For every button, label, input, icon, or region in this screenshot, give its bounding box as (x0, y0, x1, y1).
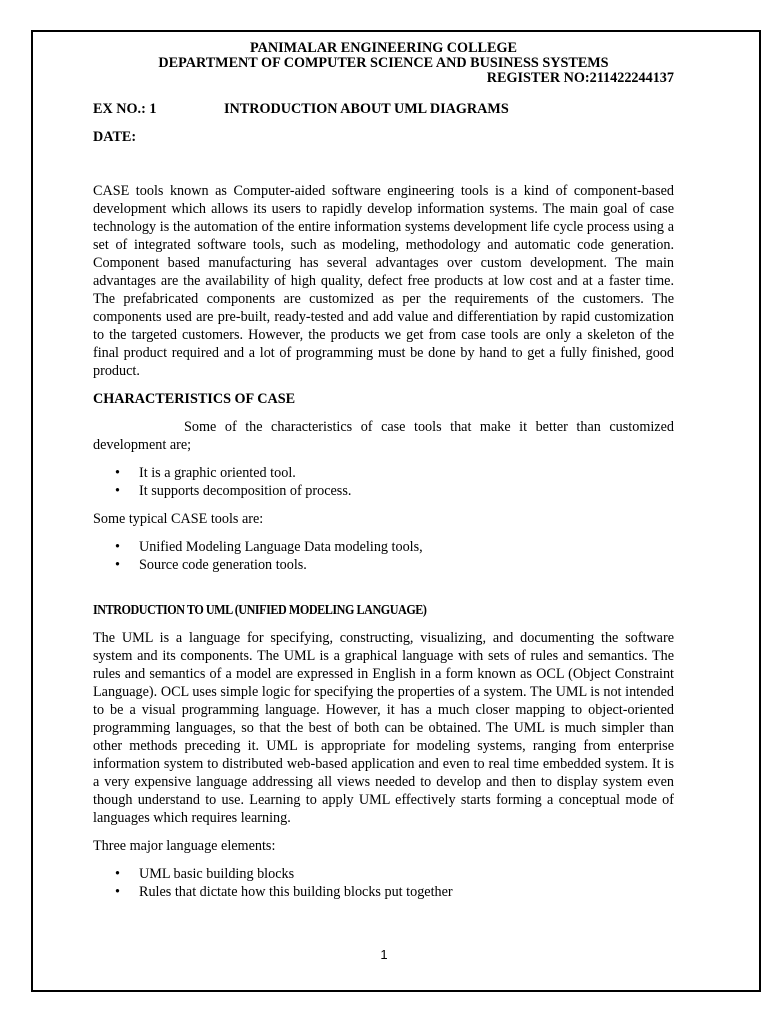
bullet-icon: • (115, 866, 120, 882)
list-item (115, 464, 674, 482)
list-item (115, 538, 674, 556)
bullet-icon: • (115, 539, 120, 555)
uml-paragraph: The UML is a language for specifying, constructing, visualizing, and documenting the software system and its components. The UML is a graphical language with sets of rules and semantics. The rules and semantics of a model are expressed in English in a form known as OCL (Object Constraint Language). OCL uses simple logic for specifying the properties of a system. The UML is not intended to be a visual programming language. However, it has a much closer mapping to object-oriented programming languages, so that the best of both can be obtained. The UML is much simpler than other methods preceding it. UML is appropriate for modeling systems, ranging from enterprise information system to distributed web-based application and even to real time embedded system. It is a very expensive language addressing all views needed to develop and then to display system even though understand to use. Learning to apply UML effectively starts forming a conceptual mode of languages which requires learning. (93, 630, 674, 826)
typical-tools-list (93, 538, 674, 574)
list-item-text: Unified Modeling Language Data modeling tools, (139, 539, 423, 555)
list-item-text: It supports decomposition of process. (139, 483, 352, 499)
bullet-icon: • (115, 884, 120, 900)
language-elements-intro: Three major language elements: (93, 838, 276, 854)
characteristics-heading: CHARACTERISTICS OF CASE (93, 391, 296, 407)
bullet-icon: • (115, 465, 120, 481)
characteristics-list (93, 464, 674, 500)
exercise-title: INTRODUCTION ABOUT UML DIAGRAMS (224, 101, 509, 117)
list-item (115, 556, 674, 574)
exercise-row (93, 100, 674, 118)
list-item (115, 482, 674, 500)
intro-paragraph: CASE tools known as Computer-aided software engineering tools is a kind of component-based development which allows its users to rapidly develop information systems. The main goal of case technology is the automation of the entire information systems development life cycle process using a set of integrated software tools, such as modeling, methodology and automatic code generation. Component based manufacturing has several advantages over custom development. The main advantages are the availability of high quality, defect free products at low cost and at a faster time. The prefabricated components are customized as per the requirements of the customers. The components used are pre-built, ready-tested and add value and differentiation by rapid customization to the targeted customers. However, the products we get from case tools are only a skeleton of the final product required and a lot of programming must be done by hand to get a fully finished, good product. (93, 183, 674, 379)
page-number: 1 (380, 947, 388, 962)
college-name: PANIMALAR ENGINEERING COLLEGE (250, 40, 517, 56)
list-item-text: Source code generation tools. (139, 557, 307, 573)
uml-heading: INTRODUCTION TO UML (UNIFIED MODELING LANGUAGE) (93, 602, 427, 617)
list-item (115, 883, 674, 901)
list-item (115, 865, 674, 883)
list-item-text: It is a graphic oriented tool. (139, 465, 296, 481)
list-item-text: Rules that dictate how this building blocks put together (139, 884, 453, 900)
typical-tools-intro: Some typical CASE tools are: (93, 511, 264, 527)
department-name: DEPARTMENT OF COMPUTER SCIENCE AND BUSINESS SYSTEMS (158, 55, 609, 71)
register-number: REGISTER NO:211422244137 (486, 70, 674, 86)
language-elements-list (93, 865, 674, 901)
document-body (93, 41, 674, 901)
bullet-icon: • (115, 557, 120, 573)
exercise-number: EX NO.: 1 (93, 101, 157, 117)
bullet-icon: • (115, 483, 120, 499)
characteristics-intro: Some of the characteristics of case tools that make it better than customized development are; (93, 419, 674, 453)
list-item-text: UML basic building blocks (139, 866, 295, 882)
date-label: DATE: (93, 129, 137, 145)
